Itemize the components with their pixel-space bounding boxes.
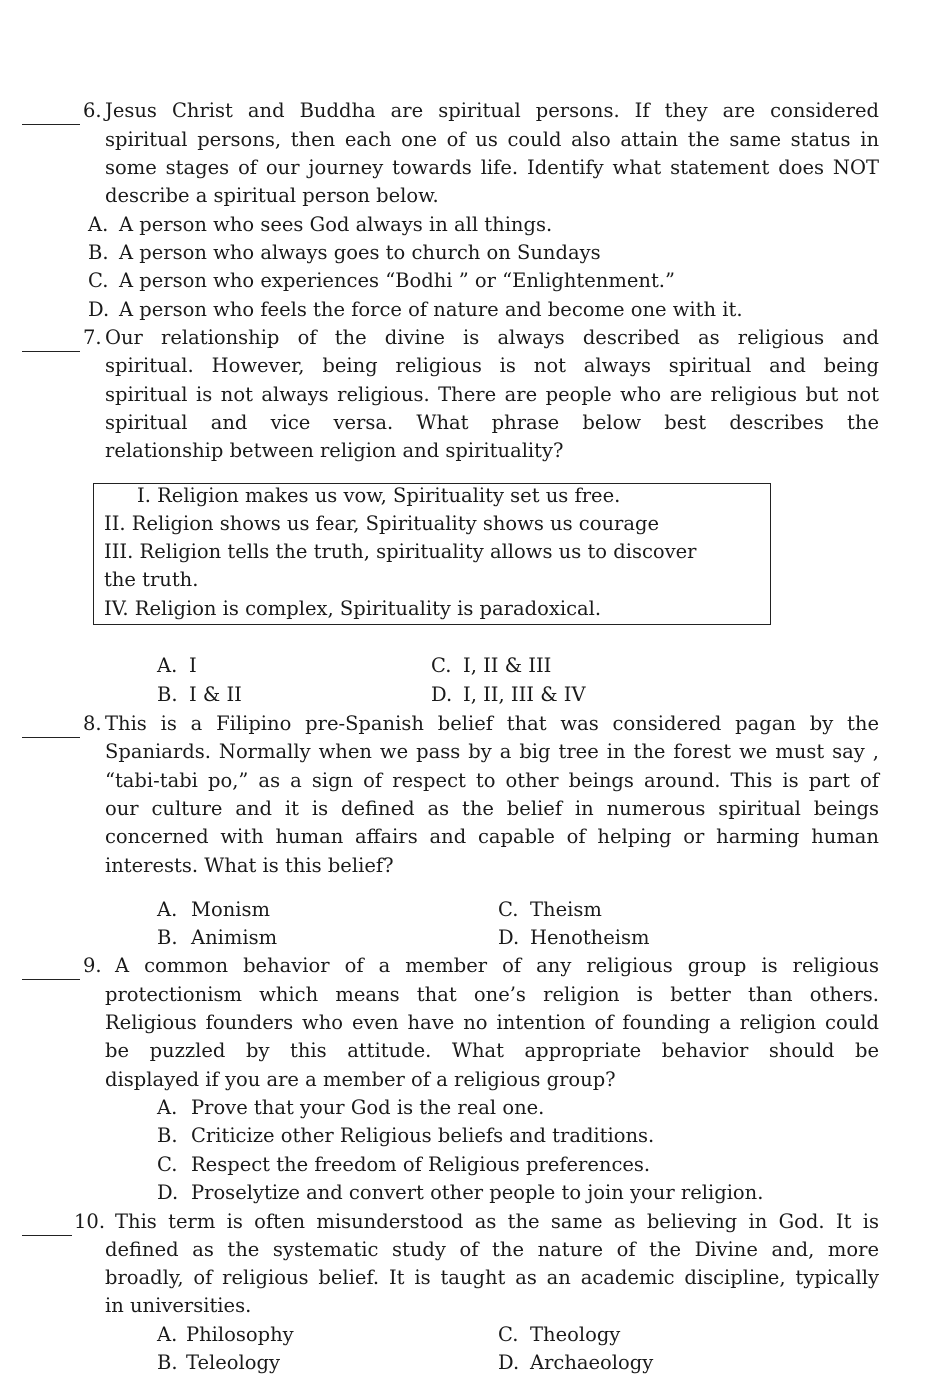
option-text: I, II, III & IV xyxy=(463,683,586,706)
option-letter: A. xyxy=(88,213,109,236)
question-stem-line: A common behavior of a member of any religious group is religious xyxy=(115,954,879,977)
option-text: Proselytize and convert other people to join your religion. xyxy=(191,1181,764,1204)
question-stem-line: interests. What is this belief? xyxy=(105,854,394,877)
statement-line: III. Religion tells the truth, spirituality allows us to discover xyxy=(104,540,697,563)
option-letter: D. xyxy=(157,1181,179,1204)
question-stem-line: broadly, of religious belief. It is taught as an academic discipline, typically xyxy=(105,1266,879,1289)
option-text: Philosophy xyxy=(186,1323,294,1346)
question-number: 10. xyxy=(74,1210,106,1233)
option-text: Animism xyxy=(191,926,278,949)
option-letter: B. xyxy=(157,1351,178,1374)
option-text: I xyxy=(189,654,197,677)
question-stem-line: spiritual is not always religious. There are people who are religious but not xyxy=(105,383,879,406)
option-letter: D. xyxy=(431,683,453,706)
question-stem-line: relationship between religion and spirituality? xyxy=(105,439,564,462)
option-text: Teleology xyxy=(186,1351,281,1374)
question-stem-line: concerned with human affairs and capable of helping or harming human xyxy=(105,825,879,848)
question-stem-line: spiritual persons, then each one of us could also attain the same status in xyxy=(105,128,879,151)
option-text: Respect the freedom of Religious preferences. xyxy=(191,1153,651,1176)
statement-line: the truth. xyxy=(104,568,199,591)
question-stem-line: be puzzled by this attitude. What appropriate behavior should be xyxy=(105,1039,879,1062)
option-letter: A. xyxy=(157,1096,178,1119)
option-text: Monism xyxy=(191,898,270,921)
question-stem-line: in universities. xyxy=(105,1294,252,1317)
question-stem-line: displayed if you are a member of a religious group? xyxy=(105,1068,616,1091)
option-text: Archaeology xyxy=(530,1351,654,1374)
statement-line: II. Religion shows us fear, Spirituality shows us courage xyxy=(104,512,659,535)
option-letter: D. xyxy=(498,1351,520,1374)
option-text: A person who experiences “Bodhi ” or “Enlightenment.” xyxy=(119,269,675,292)
question-stem-line: This is a Filipino pre-Spanish belief that was considered pagan by the xyxy=(105,712,879,735)
option-text: I, II & III xyxy=(463,654,552,677)
question-stem-line: Spaniards. Normally when we pass by a big tree in the forest we must say , xyxy=(105,740,879,763)
question-stem-line: spiritual. However, being religious is not always spiritual and being xyxy=(105,354,879,377)
answer-blank-q8[interactable] xyxy=(22,737,80,738)
option-text: A person who always goes to church on Sundays xyxy=(119,241,601,264)
question-stem-line: describe a spiritual person below. xyxy=(105,184,439,207)
option-letter: C. xyxy=(88,269,109,292)
option-letter: B. xyxy=(157,926,178,949)
question-stem-line: Religious founders who even have no intention of founding a religion could xyxy=(105,1011,879,1034)
question-number: 7. xyxy=(83,326,102,349)
option-letter: A. xyxy=(157,1323,178,1346)
question-stem-line: Our relationship of the divine is always described as religious and xyxy=(105,326,879,349)
answer-blank-q6[interactable] xyxy=(22,124,80,125)
option-letter: D. xyxy=(88,298,110,321)
option-letter: A. xyxy=(157,654,178,677)
option-letter: B. xyxy=(157,1124,178,1147)
option-text: A person who sees God always in all things. xyxy=(119,213,553,236)
question-stem-line: spiritual and vice versa. What phrase below best describes the xyxy=(105,411,879,434)
answer-blank-q7[interactable] xyxy=(22,351,80,352)
option-text: Criticize other Religious beliefs and traditions. xyxy=(191,1124,655,1147)
option-letter: D. xyxy=(498,926,520,949)
option-text: I & II xyxy=(189,683,242,706)
question-stem-line: protectionism which means that one’s religion is better than others. xyxy=(105,983,879,1006)
answer-blank-q10[interactable] xyxy=(22,1235,72,1236)
question-stem-line: defined as the systematic study of the nature of the Divine and, more xyxy=(105,1238,879,1261)
question-number: 9. xyxy=(83,954,102,977)
question-number: 8. xyxy=(83,712,102,735)
option-text: Theism xyxy=(530,898,602,921)
question-stem-line: our culture and it is defined as the belief in numerous spiritual beings xyxy=(105,797,879,820)
option-letter: A. xyxy=(157,898,178,921)
option-letter: C. xyxy=(431,654,452,677)
option-text: Theology xyxy=(530,1323,621,1346)
option-text: A person who feels the force of nature and become one with it. xyxy=(119,298,743,321)
answer-blank-q9[interactable] xyxy=(22,979,80,980)
option-letter: C. xyxy=(498,898,519,921)
question-stem-line: Jesus Christ and Buddha are spiritual persons. If they are considered xyxy=(105,99,879,122)
question-stem-line: “tabi-tabi po,” as a sign of respect to other beings around. This is part of xyxy=(105,769,879,792)
statement-line: IV. Religion is complex, Spirituality is paradoxical. xyxy=(104,597,602,620)
question-number: 6. xyxy=(83,99,102,122)
question-stem-line: This term is often misunderstood as the same as believing in God. It is xyxy=(115,1210,879,1233)
option-text: Henotheism xyxy=(530,926,650,949)
statement-line: I. Religion makes us vow, Spirituality set us free. xyxy=(137,484,621,507)
option-letter: B. xyxy=(157,683,178,706)
option-letter: C. xyxy=(498,1323,519,1346)
question-stem-line: some stages of our journey towards life. Identify what statement does NOT xyxy=(105,156,879,179)
option-letter: B. xyxy=(88,241,109,264)
option-letter: C. xyxy=(157,1153,178,1176)
option-text: Prove that your God is the real one. xyxy=(191,1096,545,1119)
